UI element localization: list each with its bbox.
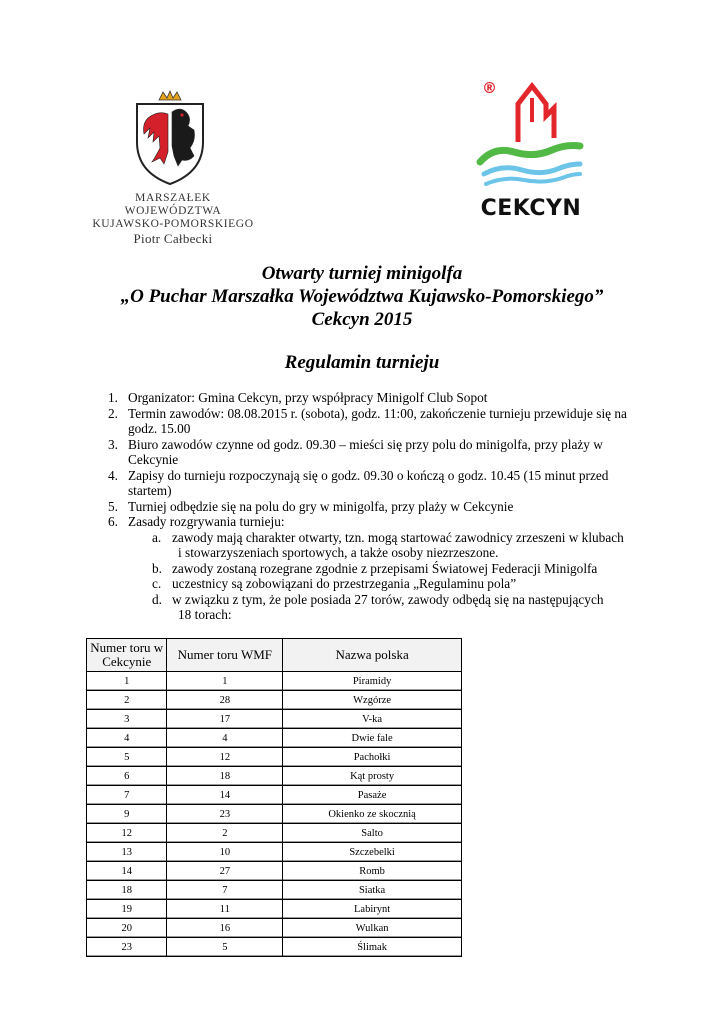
cell-cekcyn: 18 [87,881,167,900]
cell-wmf: 2 [167,824,283,843]
subrule-text-cont: i stowarzyszeniach sportowych, a także osoby niezrzeszone. [178,545,499,560]
title-line2: „O Puchar Marszałka Województwa Kujawsko-Pomorskiego” [120,286,604,307]
cell-name: Romb [283,862,462,881]
cell-wmf: 14 [167,786,283,805]
table-row [87,767,462,786]
table-row [87,881,462,900]
rule-text: Zapisy do turnieju rozpoczynają się o godz. 09.30 o kończą o godz. 10.45 (15 minut przed startem) [128,467,609,498]
subrule-letter: b. [152,560,162,576]
subrule-text: zawody mają charakter otwarty, tzn. mogą startować zawodnicy zrzeszeni w klubach [172,529,624,545]
cell-wmf: 28 [167,691,283,710]
cell-wmf: 5 [167,938,283,957]
cell-name: Siatka [283,881,462,900]
cell-name: Salto [283,824,462,843]
rule-number: 6. [108,514,118,529]
table-row [87,824,462,843]
cekcyn-wordmark: CEKCYN [480,196,582,221]
subrule-letter: d. [152,591,162,607]
cell-wmf: 12 [167,748,283,767]
table-row [87,691,462,710]
table-row [87,862,462,881]
cell-wmf: 1 [167,672,283,691]
rule-item [108,514,648,530]
document-title [0,262,724,331]
table-row [87,748,462,767]
cell-wmf: 17 [167,710,283,729]
rule-item [108,499,648,515]
subrule-item [108,530,648,561]
rule-number: 3. [108,436,118,452]
cekcyn-emblem-icon [474,76,586,196]
subrule-text: uczestnicy są zobowiązani do przestrzegania „Regulaminu pola” [172,576,517,591]
cekcyn-logo [474,76,586,226]
table-row [87,805,462,824]
cell-name: Pachołki [283,748,462,767]
cell-name: V-ka [283,710,462,729]
tracks-table [86,638,462,957]
marszalek-name: Piotr Całbecki [133,231,213,246]
marszalek-line2: KUJAWSKO-POMORSKIEGO [92,218,254,230]
cell-wmf: 23 [167,805,283,824]
title-line3: Cekcyn 2015 [311,309,413,330]
cell-wmf: 10 [167,843,283,862]
rule-item [108,437,648,468]
cell-name: Wulkan [283,919,462,938]
cell-cekcyn: 9 [87,805,167,824]
rule-text: Turniej odbędzie się na polu do gry w minigolfa, przy plaży w Cekcynie [128,498,514,514]
cell-name: Okienko ze skocznią [283,805,462,824]
cell-cekcyn: 13 [87,843,167,862]
subrule-item [108,576,648,592]
rule-item [108,406,648,437]
cell-name: Kąt prosty [283,767,462,786]
header-cekcyn-track: Numer toru w Cekcynie [87,639,167,672]
cell-cekcyn: 19 [87,900,167,919]
cell-name: Dwie fale [283,729,462,748]
rule-text: Organizator: Gmina Cekcyn, przy współpracy Minigolf Club Sopot [128,390,488,405]
cell-name: Szczebelki [283,843,462,862]
cell-cekcyn: 2 [87,691,167,710]
table-row [87,900,462,919]
subrule-text: zawody zostaną rozegrane zgodnie z przepisami Światowej Federacji Minigolfa [172,560,598,576]
cell-cekcyn: 1 [87,672,167,691]
rules-list [108,390,648,623]
table-row [87,919,462,938]
rule-text: Zasady rozgrywania turnieju: [128,514,285,529]
rule-text: Biuro zawodów czynne od godz. 09.30 – mieści się przy polu do minigolfa, przy plaży w Cekcynie [128,436,603,467]
table-row [87,729,462,748]
cell-cekcyn: 14 [87,862,167,881]
regulations-heading: Regulamin turnieju [284,352,440,373]
marszalek-line1: MARSZAŁEK WOJEWÓDZTWA [124,192,222,217]
cell-cekcyn: 23 [87,938,167,957]
cell-wmf: 11 [167,900,283,919]
cell-wmf: 16 [167,919,283,938]
rule-text: Termin zawodów: 08.08.2015 r. (sobota), godz. 11:00, zakończenie turnieju przewiduje się na godz. 15.00 [128,405,627,436]
rule-number: 5. [108,498,118,514]
rule-number: 1. [108,390,118,405]
cell-name: Pasaże [283,786,462,805]
table-row [87,843,462,862]
table-header-row [87,639,462,672]
cell-name: Wzgórze [283,691,462,710]
rule-item [108,390,648,406]
title-line1: Otwarty turniej minigolfa [261,263,463,284]
subrule-letter: a. [152,529,162,545]
cell-cekcyn: 20 [87,919,167,938]
cell-cekcyn: 4 [87,729,167,748]
subrule-item [108,561,648,577]
cell-name: Ślimak [283,938,462,957]
registered-mark: ® [482,79,497,97]
subrule-text-cont: 18 torach: [178,607,232,622]
table-row [87,710,462,729]
cell-name: Piramidy [283,672,462,691]
table-row [87,938,462,957]
table-row [87,786,462,805]
header-wmf-track: Numer toru WMF [167,639,283,672]
rule-number: 2. [108,405,118,421]
rule-item [108,468,648,499]
cell-cekcyn: 3 [87,710,167,729]
subrule-item [108,592,648,623]
cell-wmf: 27 [167,862,283,881]
cell-cekcyn: 12 [87,824,167,843]
rule-number: 4. [108,467,118,483]
subrule-letter: c. [152,576,162,591]
coat-of-arms-icon [134,90,206,186]
cell-cekcyn: 7 [87,786,167,805]
marszalek-caption [88,192,258,246]
cell-cekcyn: 5 [87,748,167,767]
table-row [87,672,462,691]
cell-name: Labirynt [283,900,462,919]
header-polish-name: Nazwa polska [283,639,462,672]
cell-wmf: 18 [167,767,283,786]
subrule-text: w związku z tym, że pole posiada 27 torów, zawody odbędą się na następujących [172,591,604,607]
cell-wmf: 4 [167,729,283,748]
cell-cekcyn: 6 [87,767,167,786]
cell-wmf: 7 [167,881,283,900]
